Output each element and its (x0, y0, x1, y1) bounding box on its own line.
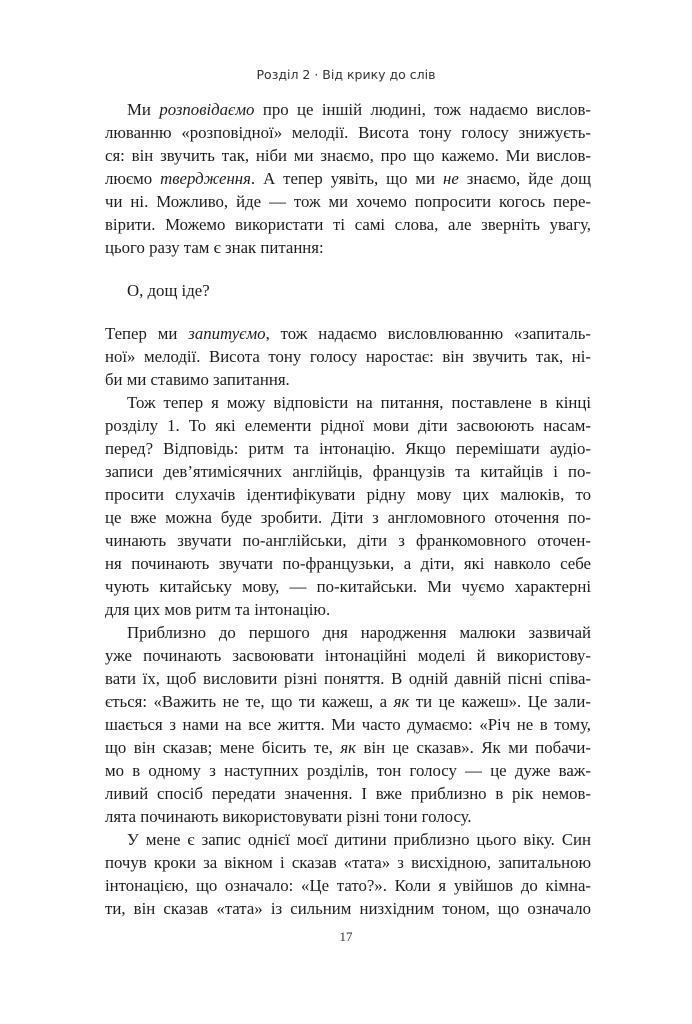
text-line (105, 345, 591, 368)
text-line (105, 144, 591, 167)
running-head: Розділ 2 · Від крику до слів (256, 67, 436, 82)
text-line (105, 529, 591, 552)
example-quote (105, 279, 591, 302)
text-run: він це сказав». Як ми побачи- (356, 738, 591, 757)
text-run: почув кроки за вікном і сказав «тата» з висхідною, запитальною (105, 853, 591, 872)
paragraph (105, 322, 591, 391)
text-line (105, 782, 591, 805)
text-run: ти, він сказав «тата» із сильним низхідним тоном, що означало (105, 899, 591, 918)
text-run: ливий спосіб передати значення. І вже приблизно в рік немов- (105, 784, 591, 803)
text-line (105, 391, 591, 414)
text-run: лята починають використовувати різні тони голосу. (105, 807, 472, 826)
paragraph (105, 621, 591, 828)
paragraph (105, 828, 591, 920)
text-run: цього разу там є знак питання: (105, 238, 324, 257)
text-run: вати їх, щоб висловити різні поняття. В одній давній пісні співа- (105, 669, 591, 688)
text-line (105, 759, 591, 782)
text-line (105, 190, 591, 213)
text-line (105, 621, 591, 644)
text-run: ної» мелодії. Висота тону голосу наростає: він звучить так, ні- (105, 347, 591, 366)
text-line (105, 98, 591, 121)
text-line (127, 279, 591, 302)
text-run: уже починають засвоювати інтонаційні моделі й використову- (105, 646, 591, 665)
text-line (105, 874, 591, 897)
text-run: мо в одному з наступних розділів, тон голосу — це дуже важ- (105, 761, 591, 780)
text-run: люванню «розповідної» мелодії. Висота тону голосу знижуєть- (105, 123, 591, 142)
text-line (105, 690, 591, 713)
text-line (105, 121, 591, 144)
text-line (105, 667, 591, 690)
text-line (105, 236, 591, 259)
text-run: для цих мов ритм та інтонацію. (105, 600, 331, 619)
paragraph (105, 391, 591, 621)
text-run: про це іншій людині, тож надаємо вислов- (254, 100, 591, 119)
emphasis-text: як (340, 738, 357, 757)
text-run: вірити. Можемо використати ті самі слова, але зверніть увагу, (105, 215, 591, 234)
text-line (105, 644, 591, 667)
emphasis-text: як (393, 692, 410, 711)
text-line (105, 322, 591, 345)
text-run: . А тепер уявіть, що ми (250, 169, 444, 188)
text-line (105, 506, 591, 529)
text-line (105, 828, 591, 851)
text-line (105, 897, 591, 920)
text-run: ня починають звучати по-французьки, а діти, які навколо себе (105, 554, 591, 573)
text-line (105, 414, 591, 437)
text-run: люємо (105, 169, 161, 188)
page-number: 17 (339, 929, 353, 944)
text-line (105, 437, 591, 460)
text-line (105, 167, 591, 190)
text-run: інтонацією, що означало: «Це тато?». Коли я увійшов до кімна- (105, 876, 591, 895)
text-run: знаємо, йде дощ (458, 169, 591, 188)
text-line (105, 598, 591, 621)
text-line (105, 483, 591, 506)
text-run: ється: «Важить не те, що ти кажеш, а (105, 692, 394, 711)
text-run: У мене є запис однієї моєї дитини приблизно цього віку. Син (127, 830, 591, 849)
emphasis-text: твердження (160, 169, 251, 188)
text-run: , тож надаємо висловлюванню «запиталь- (265, 324, 592, 343)
text-run: ти це кажеш». Це зали- (409, 692, 591, 711)
text-run: чинають звучати по-англійськи, діти з франкомовного оточен- (105, 531, 591, 550)
text-line (105, 736, 591, 759)
text-line (105, 460, 591, 483)
text-run: перед? Відповідь: ритм та інтонацію. Якщо перемішати аудіо- (105, 439, 591, 458)
text-line (105, 805, 591, 828)
emphasis-text: не (443, 169, 459, 188)
text-run: Ми (127, 100, 160, 119)
text-run: записи дев’ятимісячних англійців, французів та китайців і по- (105, 462, 591, 481)
text-line (105, 213, 591, 236)
text-run: що він сказав; мене бісить те, (105, 738, 341, 757)
text-line (105, 552, 591, 575)
text-run: би ми ставимо запитання. (105, 370, 290, 389)
text-line (105, 368, 591, 391)
text-run: це вже можна буде зробити. Діти з англомовного оточення по- (105, 508, 591, 527)
text-line (105, 713, 591, 736)
page-body-text (105, 98, 591, 920)
text-run: просити слухачів ідентифікувати рідну мову цих малюків, то (105, 485, 591, 504)
text-run: чують китайську мову, — по-китайськи. Ми чуємо характерні (105, 577, 591, 596)
text-run: Тепер ми (105, 324, 189, 343)
text-run: Приблизно до першого дня народження малюки зазвичай (127, 623, 591, 642)
text-line (105, 575, 591, 598)
paragraph (105, 98, 591, 259)
text-line (105, 851, 591, 874)
text-run: ся: він звучить так, ніби ми знаємо, про що кажемо. Ми вислов- (105, 146, 591, 165)
text-run: розділу 1. То які елементи рідної мови діти засвоюють насам- (105, 416, 591, 435)
text-run: шається з нами на все життя. Ми часто думаємо: «Річ не в тому, (105, 715, 591, 734)
emphasis-text: розповідаємо (159, 100, 255, 119)
emphasis-text: запитуємо (188, 324, 266, 343)
text-run: чи ні. Можливо, йде — тож ми хочемо попросити когось пере- (105, 192, 591, 211)
text-run: О, дощ іде? (127, 281, 210, 300)
text-run: Тож тепер я можу відповісти на питання, поставлене в кінці (127, 393, 591, 412)
